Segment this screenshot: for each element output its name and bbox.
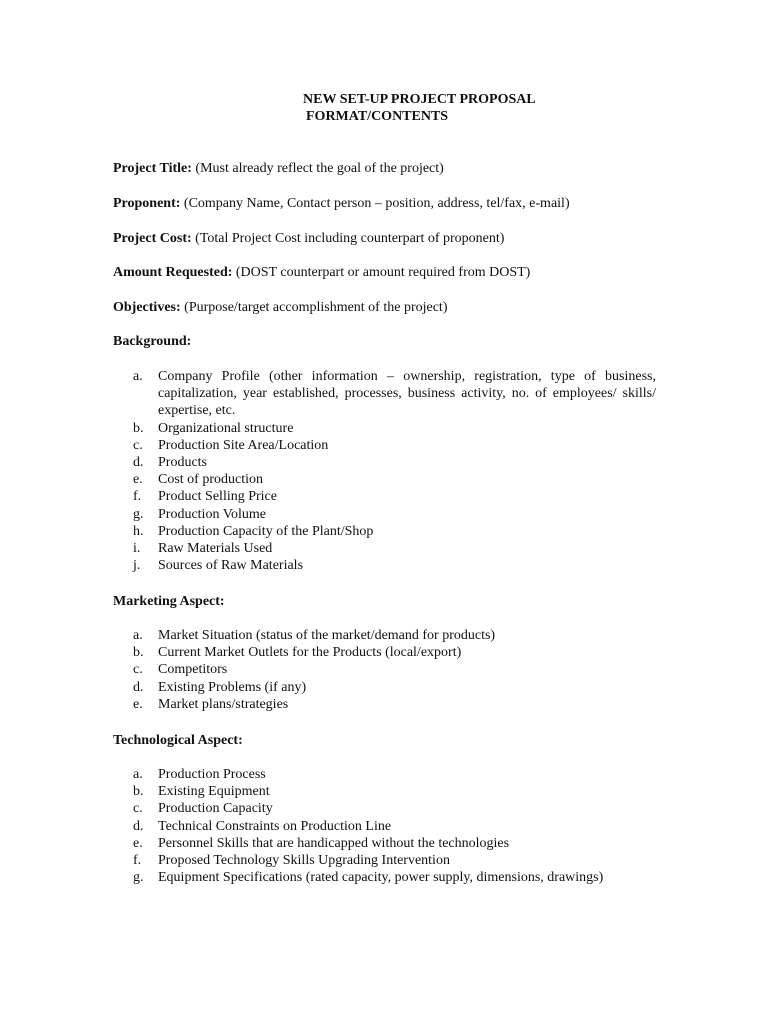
list-item-text: Sources of Raw Materials [158,558,304,574]
field-objectives [113,299,447,316]
list-item-text: Competitors [158,662,228,678]
field-label: Proponent: [113,196,181,211]
list-item [130,627,656,644]
field-amount-requested [113,264,530,281]
list-item-text: Market Situation (status of the market/demand for products) [158,628,496,643]
list-item-text: Raw Materials Used [158,541,273,557]
field-description: (DOST counterpart or amount required from DOST) [232,265,531,280]
background-heading: Background: [113,334,192,349]
list-item [130,368,656,420]
list-marker: e. [133,472,143,488]
document-title-line-1: NEW SET-UP PROJECT PROPOSAL [303,92,536,107]
list-marker: b. [133,420,144,436]
list-item [130,420,656,437]
list-item-text: Production Capacity [158,801,273,817]
field-description: (Purpose/target accomplishment of the project) [180,300,448,315]
field-label: Project Title: [113,161,192,176]
list-marker: a. [133,369,143,384]
field-description: (Must already reflect the goal of the project) [191,161,444,176]
list-item-text: Product Selling Price [158,489,277,505]
list-marker: d. [133,455,144,471]
field-project-cost [113,230,504,247]
list-item-text: Company Profile (other information – ownership, registration, type of business, capitalization, year established, processes, business activity, no. of employees/ skills/ expertise, etc. [158,369,656,419]
list-item [130,471,656,488]
list-marker: e. [133,696,143,712]
background-list [130,368,656,574]
field-description: (Total Project Cost including counterpart of proponent) [191,231,505,246]
marketing-heading: Marketing Aspect: [113,594,225,609]
list-item-text: Existing Problems (if any) [158,679,307,695]
list-item-text: Equipment Specifications (rated capacity, power supply, dimensions, drawings) [158,870,604,886]
list-item [130,835,656,852]
list-item [130,679,656,696]
list-item [130,869,656,886]
list-item-text: Personnel Skills that are handicapped without the technologies [158,835,510,851]
list-item [130,540,656,557]
list-item [130,523,656,540]
list-item-text: Production Site Area/Location [158,437,329,453]
list-item-text: Production Capacity of the Plant/Shop [158,523,374,539]
list-item-text: Market plans/strategies [158,696,289,712]
list-marker: a. [133,767,143,782]
list-item-text: Products [158,455,207,471]
list-item-text: Production Volume [158,506,266,522]
field-label: Amount Requested: [113,265,233,280]
list-marker: h. [133,523,144,539]
list-marker: d. [133,679,144,695]
list-marker: a. [133,628,143,643]
list-item [130,661,656,678]
list-item-text: Technical Constraints on Production Line [158,818,392,834]
list-marker: c. [133,662,143,678]
field-label: Objectives: [113,300,181,315]
list-marker: g. [133,870,144,886]
field-description: (Company Name, Contact person – position, address, tel/fax, e-mail) [180,196,570,211]
list-marker: c. [133,437,143,453]
list-item-text: Production Process [158,767,266,782]
list-marker: i. [133,541,141,557]
technological-list [130,766,656,886]
list-item-text: Existing Equipment [158,784,270,800]
list-item [130,644,656,661]
list-item-text: Cost of production [158,472,263,488]
list-item [130,800,656,817]
list-marker: b. [133,645,144,661]
list-marker: j. [133,558,141,574]
list-item-text: Organizational structure [158,420,294,436]
list-item-text: Current Market Outlets for the Products (local/export) [158,645,462,661]
list-marker: g. [133,506,144,522]
list-item-text: Proposed Technology Skills Upgrading Intervention [158,853,450,869]
list-item [130,454,656,471]
technological-heading: Technological Aspect: [113,733,243,748]
marketing-list [130,627,656,713]
list-item [130,696,656,713]
list-marker: d. [133,818,144,834]
list-item [130,818,656,835]
list-marker: f. [133,489,142,505]
field-proponent [113,195,570,212]
list-item [130,766,656,783]
list-item [130,488,656,505]
field-label: Project Cost: [113,231,192,246]
list-marker: f. [133,853,142,869]
list-marker: c. [133,801,143,817]
document-title-line-2: FORMAT/CONTENTS [306,109,449,124]
list-item [130,506,656,523]
list-marker: e. [133,835,143,851]
list-item [130,783,656,800]
list-item [130,437,656,454]
field-project-title [113,160,444,177]
list-item [130,852,656,869]
list-item [130,557,656,574]
list-marker: b. [133,784,144,800]
